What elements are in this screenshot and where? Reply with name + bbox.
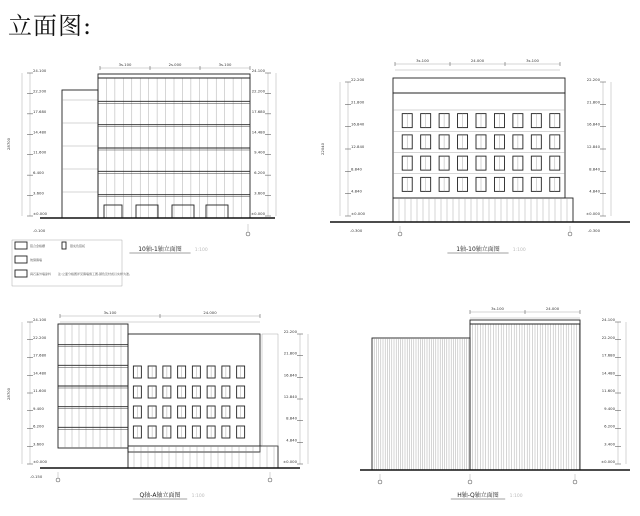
- page-title: 立面图:: [8, 12, 93, 40]
- top-dimensions: [100, 62, 250, 74]
- level-label: 14.480: [601, 370, 615, 376]
- legend-swatch: [15, 270, 27, 277]
- level-label: 8.840: [589, 166, 600, 172]
- level-label: 22.200: [586, 77, 600, 82]
- main-wall: [393, 93, 565, 198]
- level-label: 16.840: [586, 121, 600, 127]
- level-label: 6.200: [33, 423, 44, 429]
- elevation-scale: 1:100: [194, 248, 208, 253]
- parapet: [98, 74, 250, 78]
- level-label: ±0.000: [600, 459, 615, 464]
- entrance-opening: [172, 205, 194, 218]
- main-louver-panel: [470, 324, 580, 470]
- right-levels: [601, 317, 626, 464]
- left-levels: [22, 317, 48, 464]
- panel-outline: [372, 338, 470, 470]
- level-label: 17.680: [601, 352, 615, 358]
- level-label: 24.100: [601, 317, 615, 322]
- level-label: 6.200: [604, 423, 615, 429]
- elevation-10-1: [6, 62, 276, 253]
- right-levels: [283, 329, 308, 464]
- left-levels: [22, 68, 48, 216]
- elevation-h-q: [360, 306, 630, 499]
- level-label: ±0.000: [351, 211, 366, 216]
- axis-bubble: [573, 480, 577, 484]
- elevation-1-10: [320, 58, 630, 253]
- level-label: 21.800: [586, 99, 600, 105]
- level-label: 12.840: [586, 144, 600, 149]
- level-label: 3.600: [254, 190, 265, 196]
- top-dim-label: 24.000: [545, 306, 560, 311]
- level-label: 4.840: [589, 188, 600, 194]
- legend-item: 铝合金格栅: [30, 244, 46, 248]
- level-label: ±0.000: [585, 211, 600, 216]
- elevation-scale: 1:100: [191, 494, 205, 499]
- top-dim-label: 2s.000: [168, 62, 182, 67]
- legend-frame: [12, 240, 122, 286]
- elevation-q-a: [6, 310, 308, 499]
- axis-bubble: [56, 478, 60, 482]
- legend-item: 银灰色铝板: [70, 244, 86, 248]
- level-label: 11.600: [601, 388, 615, 393]
- level-label: 11.600: [33, 388, 47, 393]
- level-label: 14.480: [251, 129, 265, 135]
- level-label: 12.840: [283, 394, 297, 399]
- level-label: 22.200: [33, 88, 47, 94]
- top-dim-label: 3s.100: [416, 58, 429, 63]
- level-label: 3.600: [33, 441, 44, 447]
- legend-swatch: [62, 242, 66, 249]
- level-label: 11.600: [33, 149, 47, 155]
- top-dimensions: [60, 310, 260, 322]
- side-louver-panel: [372, 338, 470, 470]
- level-label: 17.680: [33, 352, 47, 358]
- level-label-base: -0.150: [30, 474, 43, 479]
- glass-curtain-wall: [58, 324, 128, 448]
- level-label: 17.680: [251, 108, 265, 114]
- level-label: 14.480: [33, 370, 47, 376]
- top-dimensions: [395, 58, 560, 70]
- parapet: [470, 320, 580, 324]
- left-levels: [340, 77, 366, 216]
- level-label: 4.840: [351, 188, 362, 194]
- top-dim-label: 3s.100: [103, 310, 117, 315]
- axis-bubble: [268, 478, 272, 482]
- level-label: 12.840: [351, 144, 365, 149]
- level-label: 17.680: [33, 108, 47, 114]
- top-dim-label: 3s.100: [118, 62, 132, 67]
- level-label: 22.200: [283, 329, 297, 334]
- elevation-caption: H轴-Q轴立面图: [457, 492, 499, 499]
- axis-bubble: [246, 232, 250, 236]
- level-label: 3.400: [604, 441, 615, 447]
- level-label-base: -0.300: [350, 228, 363, 233]
- right-levels: [251, 68, 276, 216]
- level-label: 9.400: [254, 149, 265, 155]
- level-label: 22.200: [251, 88, 265, 94]
- level-label: 3.600: [33, 190, 44, 196]
- legend-swatch: [15, 242, 27, 249]
- legend-note: 注:立面分格图详见幕墙施工图,颜色及材质以实样为准。: [58, 272, 132, 276]
- stair-core: [262, 334, 278, 446]
- legend-swatch: [15, 256, 27, 263]
- level-label: 16.840: [351, 121, 365, 127]
- elevation-caption: 1轴-10轴立面图: [456, 246, 500, 253]
- level-label: 8.840: [286, 415, 297, 421]
- elevation-caption: 10轴-1轴立面图: [138, 246, 182, 253]
- axis-bubble: [398, 232, 402, 236]
- level-label: 24.100: [33, 317, 47, 322]
- level-label: 14.480: [33, 129, 47, 135]
- right-levels: [586, 77, 611, 216]
- podium: [128, 446, 278, 468]
- top-dim-label: 3s.100: [526, 58, 539, 63]
- top-dim-label: 24.000: [470, 58, 485, 63]
- axis-bubble: [568, 232, 572, 236]
- overall-height-dim: 28700: [6, 137, 11, 150]
- elevation-scale: 1:100: [512, 248, 526, 253]
- side-block: [62, 90, 98, 218]
- legend-item: 玻璃幕墙: [30, 258, 43, 262]
- level-label: 9.400: [604, 405, 615, 411]
- top-dim-label: 3s.100: [491, 306, 504, 311]
- glass-curtain-wall: [98, 78, 250, 218]
- axis-bubble: [378, 480, 382, 484]
- level-label-base: -0.300: [587, 228, 600, 233]
- level-label: 16.840: [283, 372, 297, 378]
- level-label: 24.100: [33, 68, 47, 73]
- level-label: 22.200: [351, 77, 365, 82]
- entrance-opening: [136, 205, 158, 218]
- level-label: 9.400: [33, 405, 44, 411]
- window-grid: [133, 366, 244, 438]
- elevation-scale: 1:100: [509, 494, 523, 499]
- level-label: 6.200: [254, 170, 265, 176]
- top-dimensions: [470, 306, 580, 318]
- level-label: ±0.000: [33, 459, 48, 464]
- roof-parapet: [393, 78, 565, 93]
- legend: [12, 240, 132, 286]
- level-label: 21.800: [283, 350, 297, 356]
- level-label-base: -0.100: [33, 228, 46, 233]
- overall-height-dim: 28700: [6, 387, 11, 400]
- level-label: 8.840: [351, 166, 362, 172]
- level-label: 4.840: [286, 437, 297, 443]
- legend-item: 真石漆外墙涂料: [30, 272, 52, 276]
- entrance-opening: [104, 205, 122, 218]
- top-dim-label: 24.000: [203, 310, 217, 315]
- overall-height-dim: 22040: [320, 142, 325, 155]
- level-label: ±0.000: [250, 211, 265, 216]
- axis-bubble: [468, 480, 472, 484]
- level-label: 6.400: [33, 170, 44, 176]
- level-label: 24.100: [251, 68, 265, 73]
- level-label: 22.200: [601, 334, 615, 340]
- level-label: ±0.000: [282, 459, 297, 464]
- elevation-caption: Q轴-A轴立面图: [139, 492, 181, 499]
- level-label: ±0.000: [33, 211, 48, 216]
- level-label: 22.200: [33, 334, 47, 340]
- level-label: 21.800: [351, 99, 365, 105]
- top-dim-label: 3s.100: [218, 62, 232, 67]
